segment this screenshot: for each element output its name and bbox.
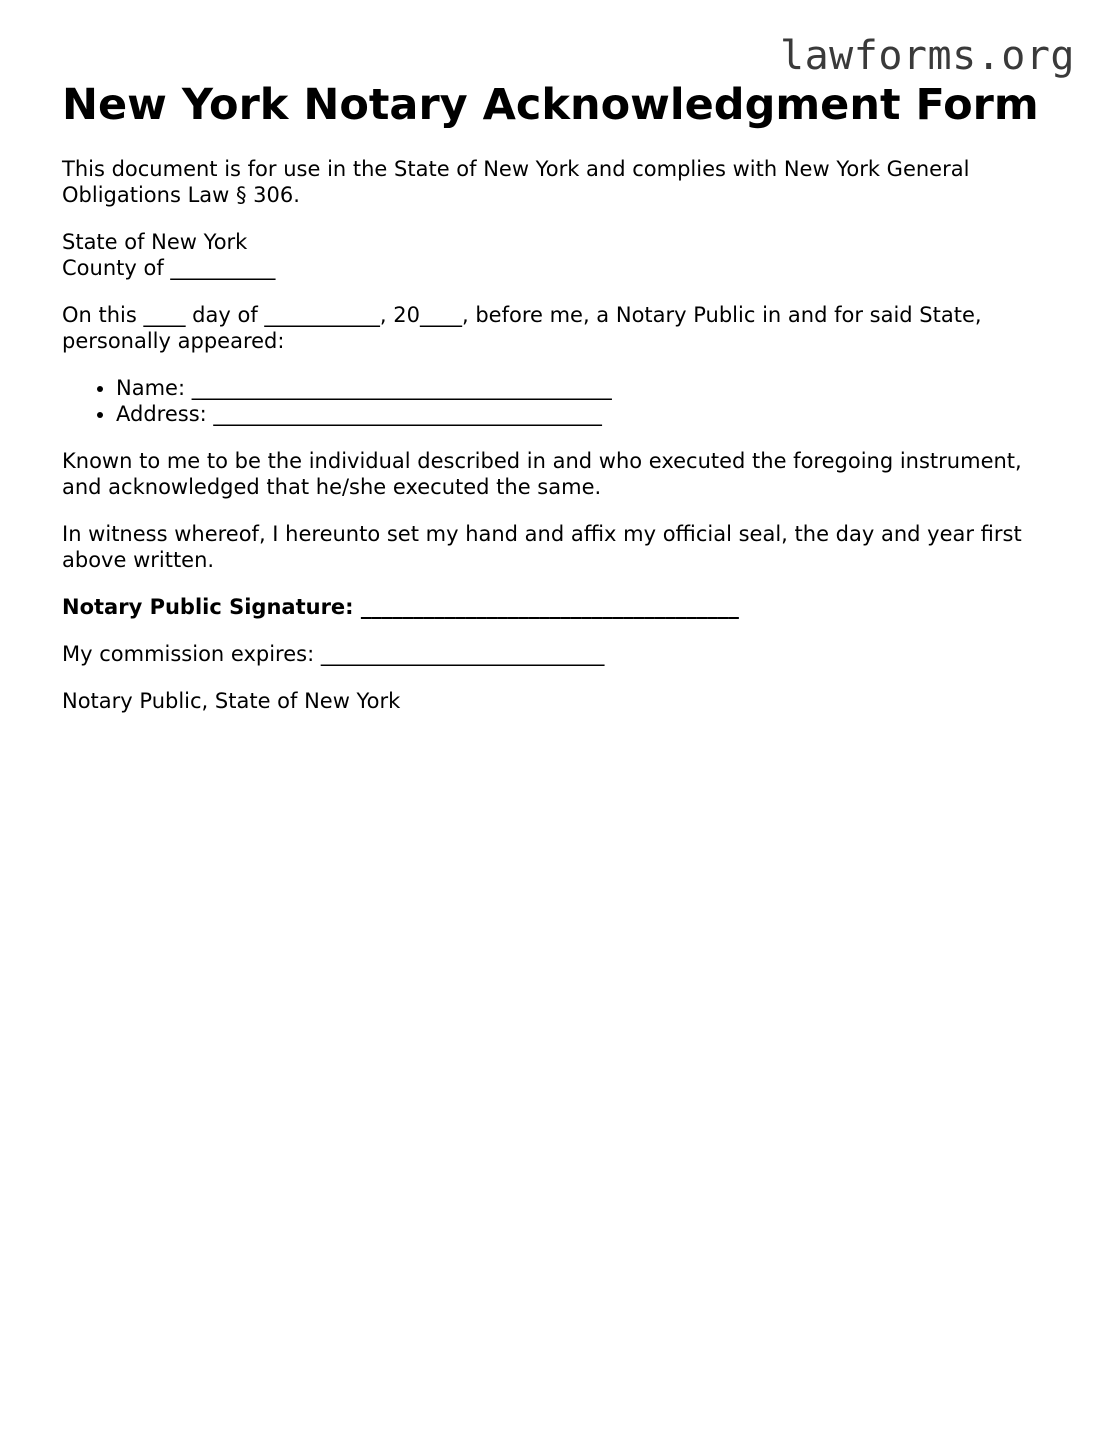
document-body xyxy=(62,80,1052,735)
name-field: • Name: ________________________________________ xyxy=(116,375,1052,401)
intro-paragraph: This document is for use in the State of New York and complies with New York General Obligations Law § 306. xyxy=(62,157,970,207)
known-paragraph: Known to me to be the individual described in and who executed the foregoing instrument, and acknowledged that he/she executed the same. xyxy=(62,449,1022,499)
appearance-paragraph: On this ____ day of ___________, 20____, before me, a Notary Public in and for said State, personally appeared: xyxy=(62,303,982,353)
venue-county: County of __________ xyxy=(62,256,276,280)
appearer-field-list xyxy=(62,375,1052,427)
venue-block xyxy=(62,229,1052,281)
venue-state: State of New York xyxy=(62,230,248,254)
page-title: New York Notary Acknowledgment Form xyxy=(62,80,1039,130)
lawforms-watermark: lawforms.org xyxy=(780,33,1075,79)
commission-expires-line: My commission expires: ___________________________ xyxy=(62,642,605,666)
notary-title-line: Notary Public, State of New York xyxy=(62,689,401,713)
address-field: • Address: _____________________________________ xyxy=(116,401,1052,427)
notary-signature-line: Notary Public Signature: ____________________________________ xyxy=(62,595,739,619)
witness-paragraph: In witness whereof, I hereunto set my hand and affix my official seal, the day and year first above written. xyxy=(62,522,1022,572)
